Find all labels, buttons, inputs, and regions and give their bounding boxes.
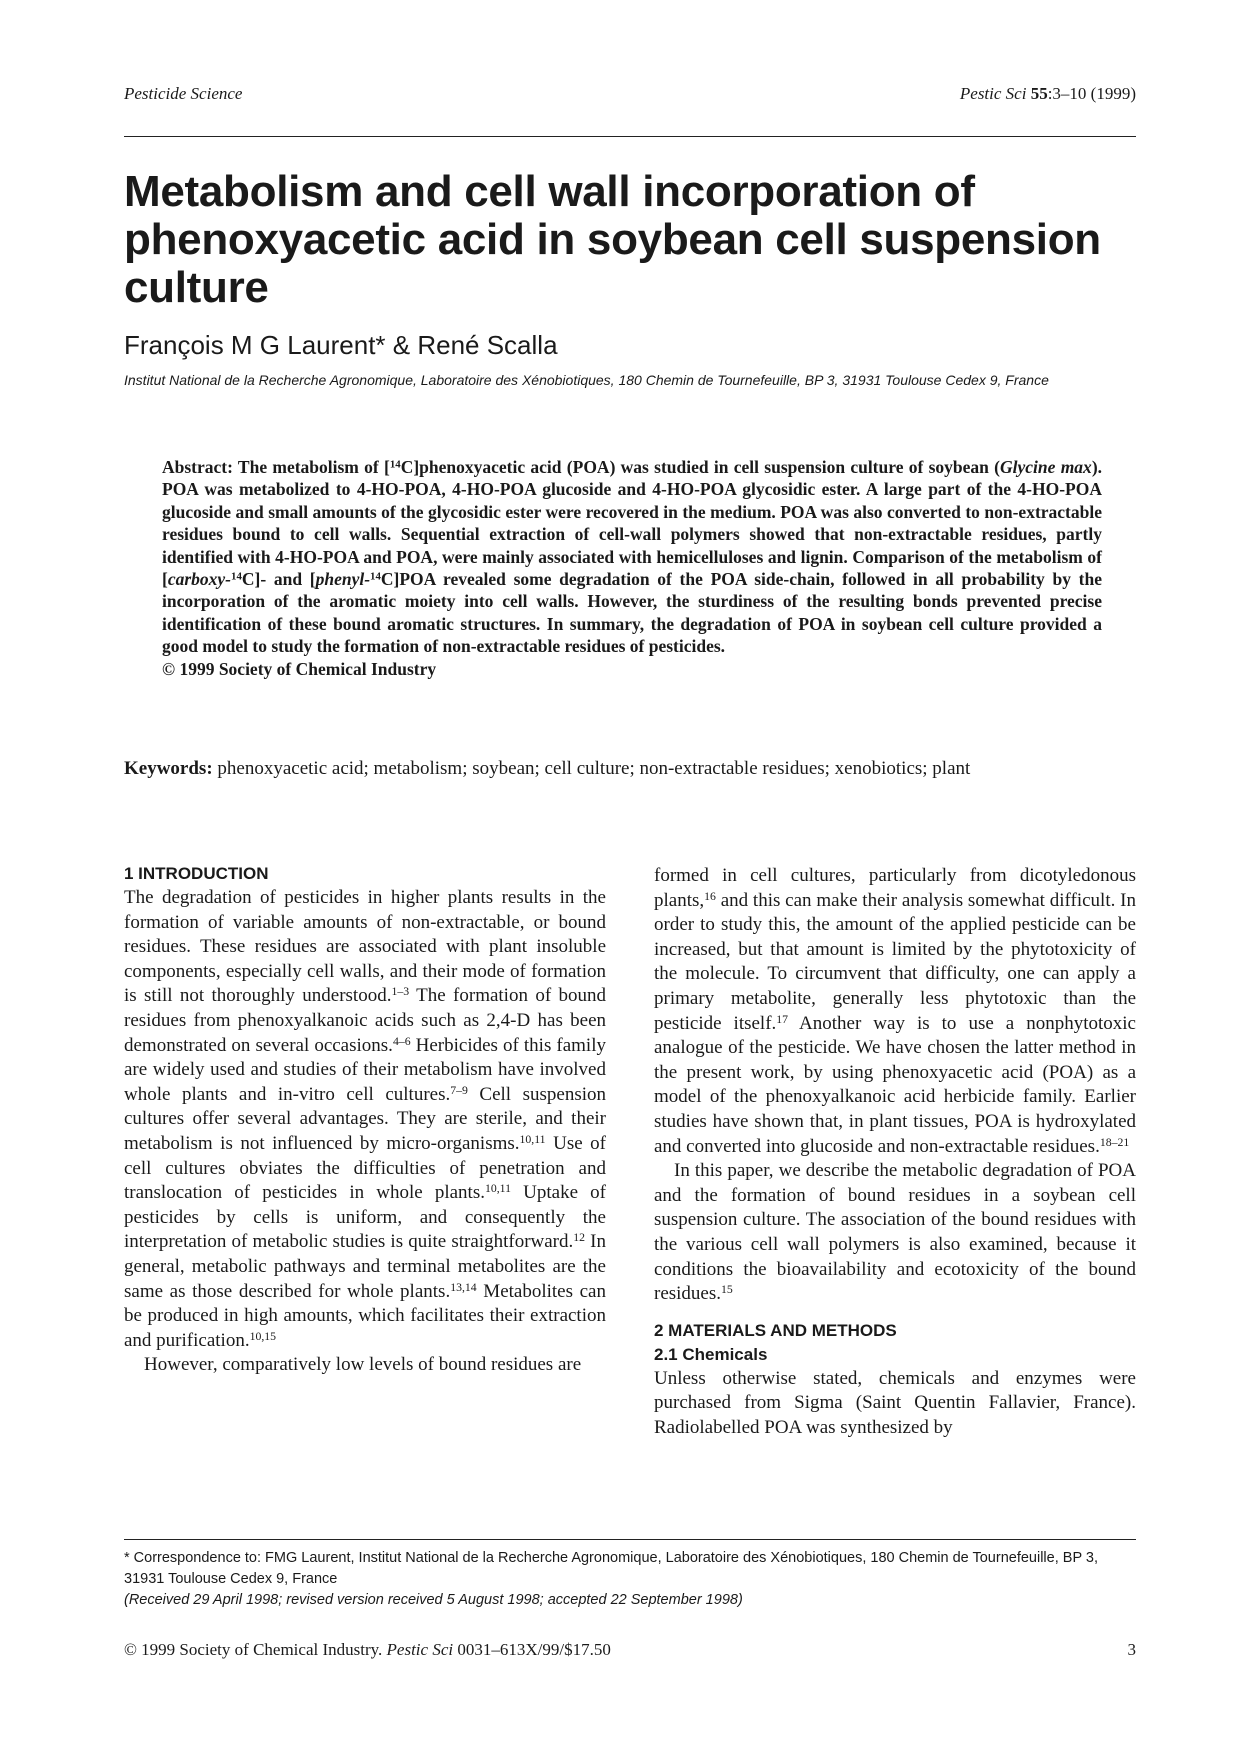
footnote [124,1548,1136,1611]
chemicals-paragraph: Unless otherwise stated, chemicals and enzymes were purchased from Sigma (Saint Quentin Fallavier, France). Radiolabelled POA was synthesized by [654,1367,1136,1438]
keywords [124,756,1136,781]
footer-issn: 0031–613X/99/$17.50 [453,1640,611,1659]
abstract: Abstract: The metabolism of [$^{14}$C]phenoxyacetic acid (POA) was studied in cell suspension culture of soybean (Glycine max). POA was metabolized to 4-HO-POA, 4-HO-POA glucoside and 4-HO-POA glycosidic ester. A large part of the 4-HO-POA glucoside and small amounts of the glycosidic ester were recovered in the medium. POA was also converted to non-extractable residues bound to cell walls. Sequential extraction of cell-wall polymers showed that non-extractable residues, partly identified with 4-HO-POA and POA, were mainly associated with hemicelluloses and lignin. Comparison of the metabolism of [carboxy-$^{14}$C]- and [phenyl-$^{14}$C]POA revealed some degradation of the POA side-chain, followed in all probability by the incorporation of the aromatic moiety into cell walls. However, the sturdiness of the resulting bonds prevented precise identification of these bound aromatic structures. In summary, the degradation of POA in soybean cell culture provided a good model to study the formation of non-extractable residues of pesticides. © 1999 Society of Chemical Industry [162,457,1103,679]
left-column [124,862,606,1378]
correspondence-note: * Correspondence to: FMG Laurent, Institut National de la Recherche Agronomique, Laboratoire des Xénobiotiques, 180 Chemin de Tournefeuille, BP 3, 31931 Toulouse Cedex 9, France [124,1550,1098,1587]
subsection-heading-chemicals: 2.1 Chemicals [654,1344,768,1364]
author-affiliation: Institut National de la Recherche Agronomique, Laboratoire des Xénobiotiques, 180 Chemin de Tournefeuille, BP 3, 31931 Toulouse Cedex 9, France [124,372,1049,388]
page-footer [124,1640,1136,1660]
journal-name: Pesticide Science [124,84,243,103]
page-number: 3 [1127,1640,1136,1659]
article-authors: François M G Laurent* & René Scalla [124,330,558,360]
journal-citation: Pestic Sci 55:3–10 (1999) [959,84,1136,103]
section-heading-introduction: 1 INTRODUCTION [124,864,269,883]
right-column [654,864,1136,1440]
intro-paragraph-2: However, comparatively low levels of bound residues are [144,1354,582,1376]
intro-paragraph-2-continued: formed in cell cultures, particularly from dicotyledonous plants,$^{16}$ and this can make their analysis somewhat difficult. In order to study this, the amount of the applied pesticide can be increased, but that amount is limited by the phytotoxicity of the molecule. To circumvent that difficulty, one can apply a primary metabolite, generally less phytotoxic than the pesticide itself.$^{17}$ Another way is to use a nonphytotoxic analogue of the pesticide. We have chosen the latter method in the present work, by using phenoxyacetic acid (POA) as a model of the phenoxyalkanoic acid herbicide family. Earlier studies have shown that, in plant tissues, POA is hydroxylated and converted into glucoside and non-extractable residues.$^{18-21}$ [654,865,1136,1157]
header-rule [124,136,1136,137]
article-title: Metabolism and cell wall incorporation of phenoxyacetic acid in soybean cell suspension culture [124,167,1101,312]
footer-journal: Pestic Sci [386,1640,454,1659]
section-heading-methods: 2 MATERIALS AND METHODS [654,1320,897,1340]
received-dates: (Received 29 April 1998; revised version received 5 August 1998; accepted 22 September 1998) [124,1592,743,1608]
abstract-label: Abstract: [162,457,233,477]
footer-copyright: © 1999 Society of Chemical Industry. [124,1640,387,1659]
intro-paragraph-3: In this paper, we describe the metabolic degradation of POA and the formation of bound residues in a soybean cell suspension culture. The association of the bound residues with the various cell wall polymers is also examined, because it conditions the bioavailability and ecotoxicity of the bound residues.$^{15}$ [654,1160,1136,1305]
keywords-list: phenoxyacetic acid; metabolism; soybean; cell culture; non-extractable residues; xenobiotics; plant [212,758,971,779]
abstract-copyright: © 1999 Society of Chemical Industry [162,658,437,679]
footnote-rule [124,1539,1136,1540]
intro-paragraph-1: The degradation of pesticides in higher plants results in the formation of variable amounts of non-extractable, or bound residues. These residues are associated with plant insoluble components, especially cell walls, and their mode of formation is still not thoroughly understood.$^{1-3}$ The formation of bound residues from phenoxyalkanoic acids such as 2,4-D has been demonstrated on several occasions.$^{4-6}$ Herbicides of this family are widely used and studies of their metabolism have involved whole plants and in-vitro cell cultures.$^{7-9}$ Cell suspension cultures offer several advantages. They are sterile, and their metabolism is not influenced by micro-organisms.$^{10,11}$ Use of cell cultures obviates the difficulties of penetration and translocation of pesticides in whole plants.$^{10,11}$ Uptake of pesticides by cells is uniform, and consequently the interpretation of metabolic studies is quite straightforward.$^{12}$ In general, metabolic pathways and terminal metabolites are the same as those described for whole plants.$^{13,14}$ Metabolites can be produced in high amounts, which facilitates their extraction and purification.$^{10,15}$ [124,887,607,1351]
keywords-label: Keywords: [124,758,213,779]
